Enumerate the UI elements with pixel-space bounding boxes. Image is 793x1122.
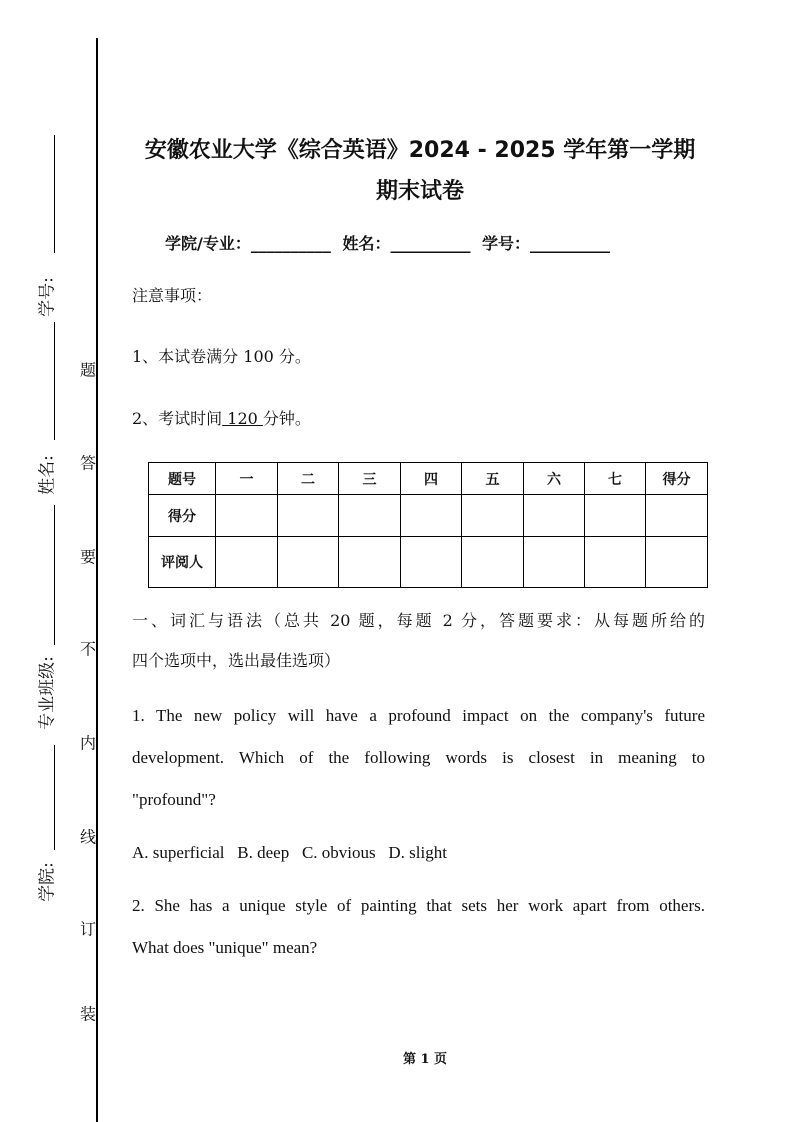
q2-line: 2. She has a unique style of painting that sets her work apart from others. — [132, 896, 705, 915]
margin-blank-line — [54, 322, 55, 440]
score-header: 六 — [524, 463, 585, 495]
page-number: 第 1 页 — [402, 1052, 448, 1067]
binding-char: 内 — [79, 733, 97, 753]
binding-char: 不 — [79, 639, 97, 659]
row-label: 评阅人 — [149, 537, 216, 588]
margin-label-college: 学院: — [37, 862, 58, 902]
exam-duration: 120 — [222, 409, 263, 428]
note-1: 1、本试卷满分 100 分。 — [132, 347, 311, 366]
margin-label-id: 学号: — [37, 277, 58, 317]
margin-blank-line — [54, 745, 55, 850]
exam-subtitle: 期末试卷 — [375, 179, 464, 204]
name-label: 姓名： — [342, 234, 391, 253]
binding-char: 题 — [79, 360, 97, 380]
score-header: 三 — [339, 463, 401, 495]
score-cell[interactable] — [401, 495, 462, 537]
score-cell[interactable] — [462, 495, 524, 537]
q1-options: A. superficial B. deep C. obvious D. slight — [132, 843, 447, 862]
binding-char: 答 — [79, 453, 97, 473]
score-cell[interactable] — [585, 495, 646, 537]
binding-char: 订 — [79, 919, 97, 939]
note-2 — [132, 409, 311, 429]
college-blank[interactable]: __________ — [250, 234, 331, 253]
note-2-text: 2、考试时间 — [132, 409, 223, 428]
id-blank[interactable]: __________ — [530, 234, 611, 253]
score-header: 五 — [462, 463, 524, 495]
grader-cell[interactable] — [462, 537, 524, 588]
grader-cell[interactable] — [524, 537, 585, 588]
section-1-heading-cont: 四个选项中，选出最佳选项） — [132, 651, 341, 670]
grader-cell[interactable] — [216, 537, 278, 588]
student-info-row — [165, 231, 610, 254]
binding-char: 要 — [79, 547, 97, 567]
q1-line: development. Which of the following words is closest in meaning to — [132, 748, 705, 767]
q1-line: "profound"? — [132, 790, 216, 809]
notes-heading: 注意事项： — [132, 286, 213, 305]
score-cell[interactable] — [339, 495, 401, 537]
margin-label-class: 专业班级: — [37, 656, 58, 730]
score-table — [148, 462, 708, 588]
score-header: 四 — [401, 463, 462, 495]
binding-char: 装 — [79, 1004, 97, 1024]
margin-label-name: 姓名: — [37, 455, 58, 495]
row-label: 得分 — [149, 495, 216, 537]
score-header: 七 — [585, 463, 646, 495]
score-header: 得分 — [646, 463, 708, 495]
grader-cell[interactable] — [646, 537, 708, 588]
margin-blank-line — [54, 505, 55, 645]
id-label: 学号： — [482, 234, 531, 253]
section-1-heading: 一、词汇与语法（总共 20 题，每题 2 分，答题要求：从每题所给的 — [132, 611, 705, 630]
grader-cell[interactable] — [585, 537, 646, 588]
score-header: 题号 — [149, 463, 216, 495]
q2-line: What does "unique" mean? — [132, 938, 318, 957]
grader-cell[interactable] — [401, 537, 462, 588]
score-cell[interactable] — [216, 495, 278, 537]
binding-char: 线 — [79, 827, 97, 847]
grader-cell[interactable] — [278, 537, 339, 588]
college-label: 学院/专业： — [165, 234, 251, 253]
q1-line: 1. The new policy will have a profound impact on the company's future — [132, 706, 705, 725]
exam-title: 安徽农业大学《综合英语》2024 - 2025 学年第一学期 — [144, 138, 696, 163]
note-2-suffix: 分钟。 — [262, 409, 311, 428]
score-cell[interactable] — [278, 495, 339, 537]
score-header: 一 — [216, 463, 278, 495]
score-cell[interactable] — [524, 495, 585, 537]
score-cell[interactable] — [646, 495, 708, 537]
name-blank[interactable]: __________ — [390, 234, 471, 253]
score-header: 二 — [278, 463, 339, 495]
grader-cell[interactable] — [339, 537, 401, 588]
